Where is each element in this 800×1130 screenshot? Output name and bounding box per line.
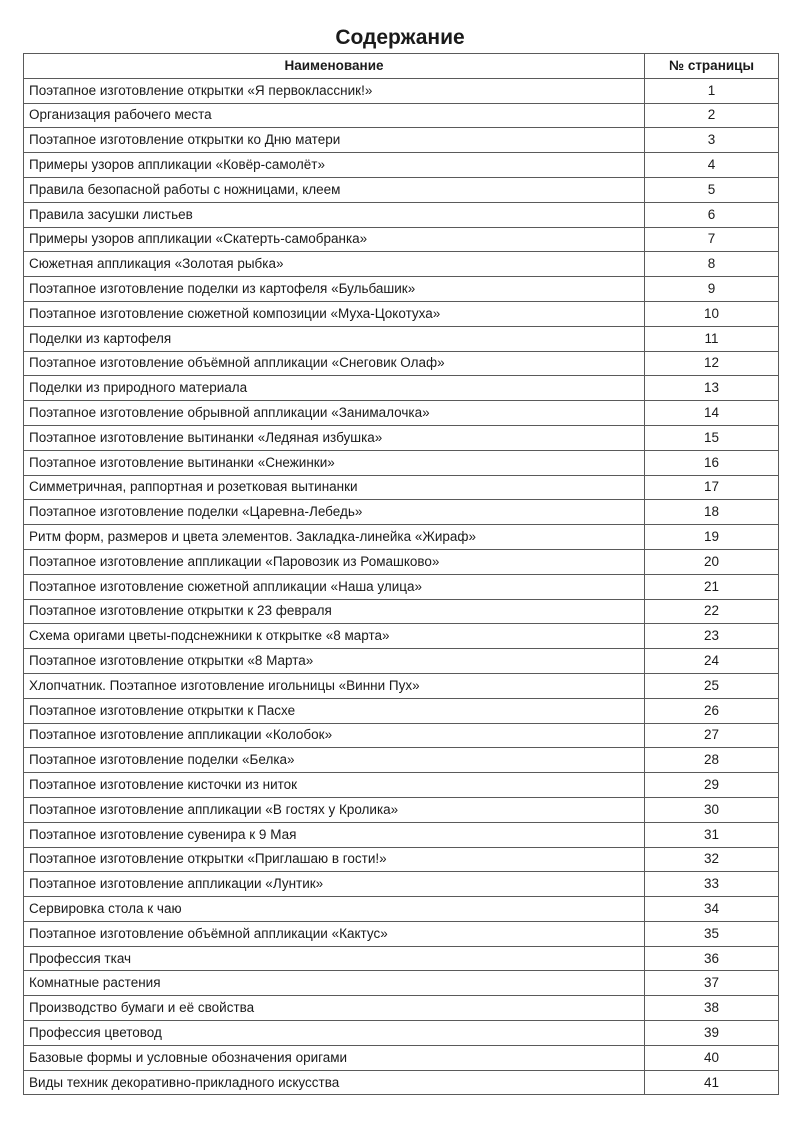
entry-page-number: 23 <box>645 624 779 649</box>
table-row <box>24 351 779 376</box>
entry-title: Поэтапное изготовление сувенира к 9 Мая <box>24 822 645 847</box>
table-body <box>24 78 779 1095</box>
entry-title: Поэтапное изготовление поделки «Царевна-Лебедь» <box>24 500 645 525</box>
entry-title: Правила засушки листьев <box>24 202 645 227</box>
table-row <box>24 946 779 971</box>
entry-title: Поэтапное изготовление вытинанки «Ледяная избушка» <box>24 425 645 450</box>
entry-page-number: 26 <box>645 698 779 723</box>
entry-page-number: 37 <box>645 971 779 996</box>
table-row <box>24 921 779 946</box>
table-row <box>24 1021 779 1046</box>
column-header-name: Наименование <box>24 54 645 79</box>
page-title: Содержание <box>335 26 465 49</box>
table-row <box>24 599 779 624</box>
entry-page-number: 13 <box>645 376 779 401</box>
entry-title: Схема оригами цветы-подснежники к открытке «8 марта» <box>24 624 645 649</box>
entry-page-number: 35 <box>645 921 779 946</box>
entry-title: Поэтапное изготовление объёмной аппликации «Кактус» <box>24 921 645 946</box>
entry-page-number: 4 <box>645 153 779 178</box>
entry-title: Организация рабочего места <box>24 103 645 128</box>
table-row <box>24 227 779 252</box>
entry-page-number: 5 <box>645 177 779 202</box>
entry-page-number: 9 <box>645 277 779 302</box>
entry-page-number: 6 <box>645 202 779 227</box>
table-row <box>24 277 779 302</box>
table-row <box>24 1070 779 1095</box>
entry-title: Профессия ткач <box>24 946 645 971</box>
entry-title: Поэтапное изготовление аппликации «Лунтик» <box>24 872 645 897</box>
entry-title: Хлопчатник. Поэтапное изготовление игольницы «Винни Пух» <box>24 673 645 698</box>
entry-title: Поэтапное изготовление обрывной аппликации «Занималочка» <box>24 401 645 426</box>
entry-page-number: 1 <box>645 78 779 103</box>
entry-page-number: 2 <box>645 103 779 128</box>
entry-page-number: 31 <box>645 822 779 847</box>
entry-page-number: 24 <box>645 649 779 674</box>
table-row <box>24 673 779 698</box>
entry-page-number: 10 <box>645 301 779 326</box>
entry-page-number: 16 <box>645 450 779 475</box>
entry-title: Поэтапное изготовление открытки к Пасхе <box>24 698 645 723</box>
entry-title: Поэтапное изготовление открытки к 23 февраля <box>24 599 645 624</box>
entry-page-number: 29 <box>645 773 779 798</box>
entry-title: Сервировка стола к чаю <box>24 897 645 922</box>
entry-page-number: 20 <box>645 549 779 574</box>
table-row <box>24 1045 779 1070</box>
entry-page-number: 34 <box>645 897 779 922</box>
table-row <box>24 897 779 922</box>
table-row <box>24 425 779 450</box>
table-row <box>24 748 779 773</box>
entry-title: Поэтапное изготовление аппликации «Колобок» <box>24 723 645 748</box>
table-header-row <box>24 54 779 79</box>
entry-title: Поэтапное изготовление поделки «Белка» <box>24 748 645 773</box>
entry-title: Поэтапное изготовление вытинанки «Снежинки» <box>24 450 645 475</box>
entry-page-number: 32 <box>645 847 779 872</box>
entry-title: Поэтапное изготовление поделки из картофеля «Бульбашик» <box>24 277 645 302</box>
entry-page-number: 17 <box>645 475 779 500</box>
entry-title: Поэтапное изготовление аппликации «Паровозик из Ромашково» <box>24 549 645 574</box>
table-row <box>24 723 779 748</box>
entry-title: Ритм форм, размеров и цвета элементов. Закладка-линейка «Жираф» <box>24 525 645 550</box>
table-row <box>24 500 779 525</box>
entry-title: Комнатные растения <box>24 971 645 996</box>
table-row <box>24 202 779 227</box>
entry-title: Примеры узоров аппликации «Скатерть-самобранка» <box>24 227 645 252</box>
table-row <box>24 624 779 649</box>
table-row <box>24 698 779 723</box>
entry-page-number: 39 <box>645 1021 779 1046</box>
table-row <box>24 376 779 401</box>
table-row <box>24 525 779 550</box>
table-row <box>24 773 779 798</box>
entry-title: Производство бумаги и её свойства <box>24 996 645 1021</box>
table-row <box>24 822 779 847</box>
entry-title: Примеры узоров аппликации «Ковёр-самолёт» <box>24 153 645 178</box>
entry-title: Поделки из картофеля <box>24 326 645 351</box>
entry-page-number: 21 <box>645 574 779 599</box>
entry-title: Поэтапное изготовление открытки «Приглашаю в гости!» <box>24 847 645 872</box>
table-row <box>24 153 779 178</box>
entry-page-number: 27 <box>645 723 779 748</box>
entry-page-number: 40 <box>645 1045 779 1070</box>
table-row <box>24 301 779 326</box>
entry-page-number: 30 <box>645 797 779 822</box>
entry-title: Симметричная, раппортная и розетковая вытинанки <box>24 475 645 500</box>
table-row <box>24 971 779 996</box>
entry-page-number: 12 <box>645 351 779 376</box>
contents-table <box>23 53 779 1095</box>
table-row <box>24 401 779 426</box>
entry-page-number: 19 <box>645 525 779 550</box>
table-row <box>24 450 779 475</box>
entry-page-number: 22 <box>645 599 779 624</box>
entry-page-number: 15 <box>645 425 779 450</box>
entry-title: Правила безопасной работы с ножницами, клеем <box>24 177 645 202</box>
entry-title: Поэтапное изготовление открытки ко Дню матери <box>24 128 645 153</box>
entry-title: Поэтапное изготовление объёмной аппликации «Снеговик Олаф» <box>24 351 645 376</box>
entry-page-number: 33 <box>645 872 779 897</box>
entry-page-number: 41 <box>645 1070 779 1095</box>
entry-page-number: 11 <box>645 326 779 351</box>
entry-page-number: 8 <box>645 252 779 277</box>
entry-page-number: 3 <box>645 128 779 153</box>
entry-page-number: 14 <box>645 401 779 426</box>
entry-page-number: 7 <box>645 227 779 252</box>
column-header-page: № страницы <box>645 54 779 79</box>
table-row <box>24 326 779 351</box>
table-row <box>24 475 779 500</box>
entry-title: Поэтапное изготовление открытки «Я первоклассник!» <box>24 78 645 103</box>
table-row <box>24 847 779 872</box>
entry-page-number: 25 <box>645 673 779 698</box>
table-row <box>24 996 779 1021</box>
entry-title: Поэтапное изготовление аппликации «В гостях у Кролика» <box>24 797 645 822</box>
table-row <box>24 252 779 277</box>
entry-title: Поэтапное изготовление сюжетной композиции «Муха-Цокотуха» <box>24 301 645 326</box>
table-row <box>24 574 779 599</box>
entry-page-number: 18 <box>645 500 779 525</box>
entry-title: Базовые формы и условные обозначения оригами <box>24 1045 645 1070</box>
entry-page-number: 28 <box>645 748 779 773</box>
table-row <box>24 78 779 103</box>
table-row <box>24 549 779 574</box>
entry-title: Профессия цветовод <box>24 1021 645 1046</box>
entry-title: Поэтапное изготовление открытки «8 Марта» <box>24 649 645 674</box>
table-row <box>24 872 779 897</box>
table-row <box>24 128 779 153</box>
table-row <box>24 649 779 674</box>
table-row <box>24 103 779 128</box>
entry-title: Поделки из природного материала <box>24 376 645 401</box>
entry-title: Поэтапное изготовление кисточки из ниток <box>24 773 645 798</box>
table-row <box>24 797 779 822</box>
entry-title: Сюжетная аппликация «Золотая рыбка» <box>24 252 645 277</box>
entry-page-number: 38 <box>645 996 779 1021</box>
entry-title: Поэтапное изготовление сюжетной аппликации «Наша улица» <box>24 574 645 599</box>
entry-page-number: 36 <box>645 946 779 971</box>
table-row <box>24 177 779 202</box>
entry-title: Виды техник декоративно-прикладного искусства <box>24 1070 645 1095</box>
